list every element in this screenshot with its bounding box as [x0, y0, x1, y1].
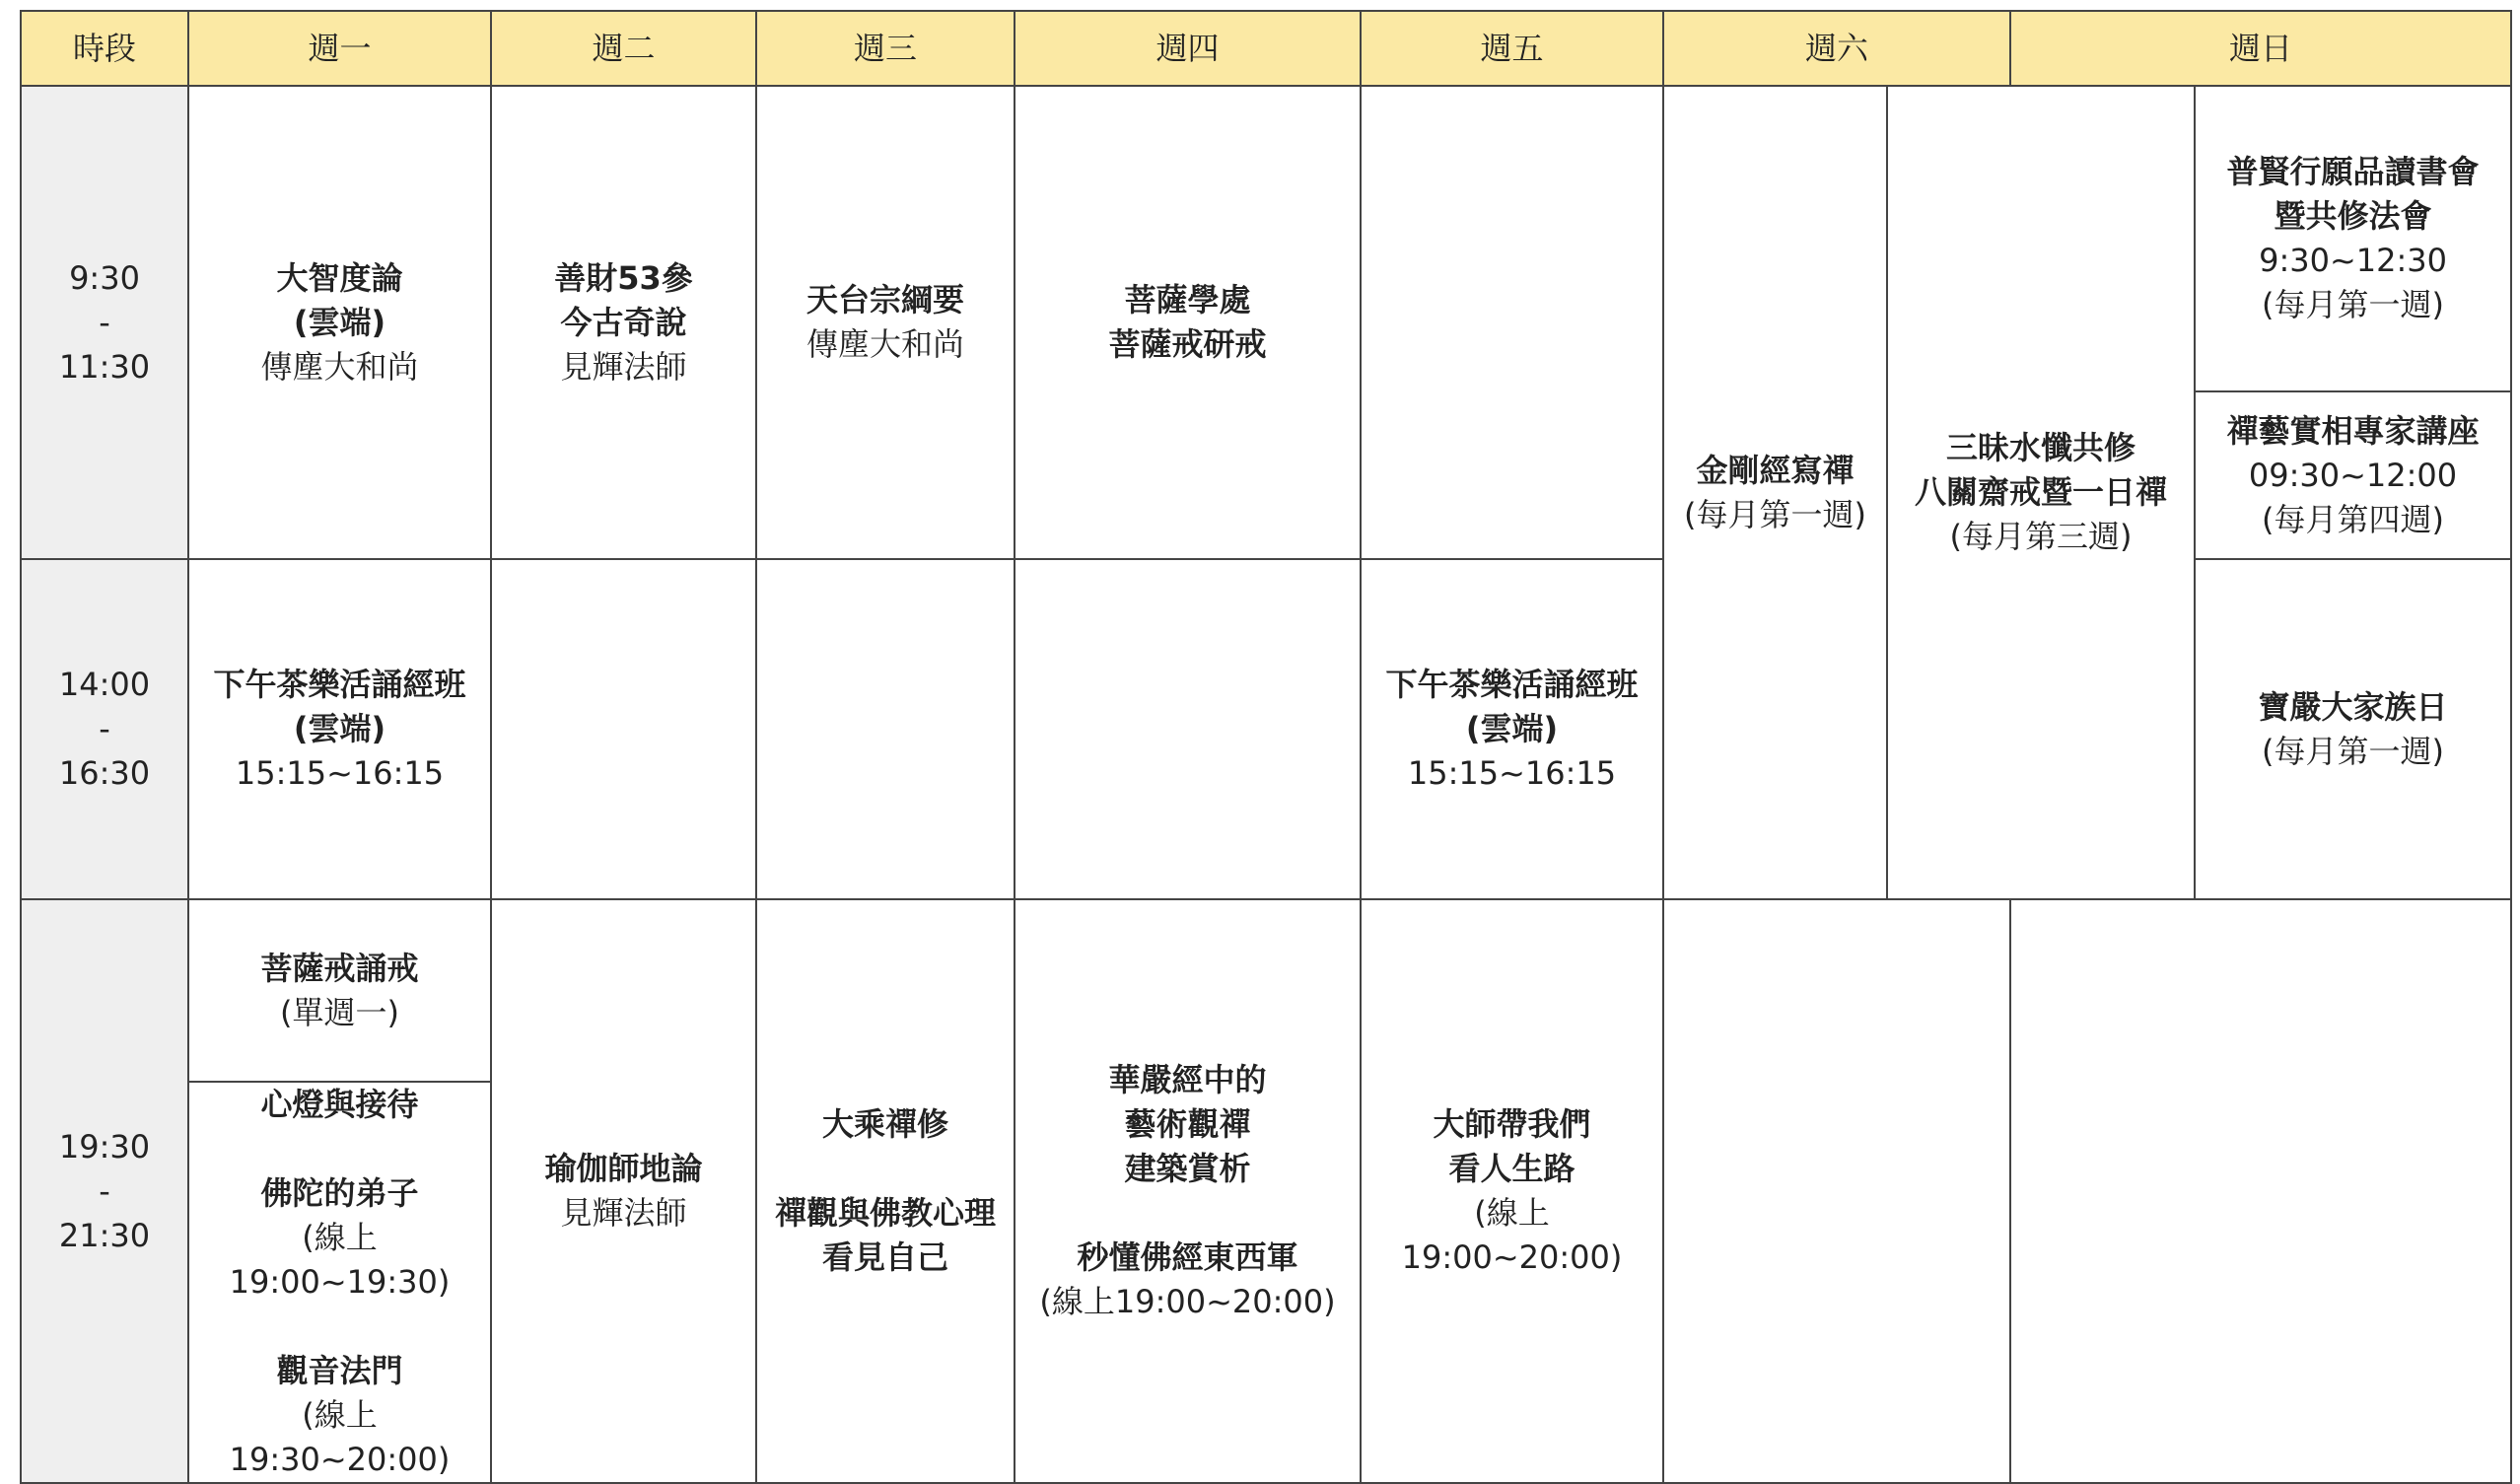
course-title: 三昧水懺共修	[1946, 429, 2136, 466]
cell-mon-morning	[188, 86, 491, 559]
cell-mon-evening-top	[188, 899, 491, 1082]
cell-tue-afternoon	[491, 559, 756, 899]
course-title: 菩薩戒誦戒	[260, 949, 419, 987]
course-title: 禪藝實相專家講座	[2226, 411, 2480, 450]
header-day-mon: 週一	[188, 11, 491, 86]
course-teacher: 見輝法師	[560, 1194, 687, 1232]
cell-fri-evening	[1361, 899, 1663, 1483]
cell-fri-afternoon	[1361, 559, 1663, 899]
course-title: 大師帶我們	[1433, 1105, 1591, 1143]
course-title: 善財53參	[554, 258, 693, 297]
course-time: 09:30~12:00	[2248, 456, 2458, 494]
cell-fri-morning	[1361, 86, 1663, 559]
cell-sun-afternoon	[2195, 559, 2511, 899]
cell-sun-evening	[2010, 899, 2511, 1483]
course-subtitle: 藝術觀禪	[1124, 1105, 1251, 1143]
cell-wed-morning	[756, 86, 1015, 559]
weekly-schedule-table	[20, 10, 2512, 1484]
time-cell-evening	[21, 899, 188, 1483]
spacer	[195, 1305, 484, 1349]
spacer	[763, 1147, 1008, 1191]
header-day-tue: 週二	[491, 11, 756, 86]
schedule-table-wrapper	[20, 10, 2510, 1478]
cell-tue-evening	[491, 899, 756, 1483]
time-start: 19:30	[58, 1127, 151, 1166]
course-title: 觀音法門	[276, 1352, 403, 1389]
cell-wed-afternoon	[756, 559, 1015, 899]
course-title: 秒懂佛經東西軍	[1077, 1238, 1298, 1276]
course-title: 心燈與接待	[260, 1086, 419, 1123]
course-title: 大乘禪修	[821, 1105, 948, 1143]
header-day-sun: 週日	[2010, 11, 2511, 86]
course-subtitle: 看見自己	[821, 1238, 948, 1276]
course-title: 下午茶樂活誦經班	[213, 666, 466, 703]
course-subtitle: 禪觀與佛教心理	[774, 1194, 996, 1232]
course-time: (線上19:00~19:30)	[229, 1219, 451, 1301]
course-teacher: 見輝法師	[560, 347, 687, 386]
header-day-fri: 週五	[1361, 11, 1663, 86]
time-dash: -	[99, 1171, 110, 1210]
cell-wed-evening	[756, 899, 1015, 1483]
cell-thu-evening	[1015, 899, 1361, 1483]
time-start: 14:00	[58, 666, 151, 703]
course-title: 金剛經寫禪	[1696, 451, 1855, 489]
course-title: 瑜伽師地論	[544, 1150, 703, 1187]
course-title: 寶嚴大家族日	[2258, 687, 2448, 726]
course-subtitle: (雲端)	[293, 303, 386, 341]
spacer	[195, 1127, 484, 1171]
course-time: 9:30~12:30	[2259, 242, 2447, 279]
course-time: 15:15~16:15	[235, 754, 445, 792]
morning-row-a	[21, 86, 2511, 391]
course-subtitle: (雲端)	[1465, 710, 1559, 747]
course-subtitle: 建築賞析	[1124, 1150, 1251, 1187]
cell-mon-afternoon	[188, 559, 491, 899]
cell-mon-evening-bottom	[188, 1082, 491, 1483]
time-cell-morning	[21, 86, 188, 559]
course-time: (線上19:30~20:00)	[229, 1396, 451, 1478]
course-note: (每月第一週)	[1684, 495, 1866, 533]
course-time: (線上19:00~20:00)	[1401, 1194, 1623, 1276]
course-title: 華嚴經中的	[1108, 1061, 1267, 1098]
cell-sat-col2	[1887, 86, 2195, 899]
course-time: (線上19:00~20:00)	[1039, 1283, 1336, 1320]
cell-sat-evening	[1663, 899, 2010, 1483]
course-subtitle: 暨共修法會	[2274, 197, 2432, 235]
course-note: (單週一)	[280, 993, 399, 1031]
time-start: 9:30	[69, 258, 140, 297]
course-subtitle: (雲端)	[293, 710, 386, 747]
course-teacher: 傳塵大和尚	[805, 325, 964, 363]
header-period: 時段	[21, 11, 188, 86]
course-note: (每月第三週)	[1949, 518, 2133, 555]
time-dash: -	[99, 710, 110, 747]
course-title: 下午茶樂活誦經班	[1385, 666, 1639, 703]
course-subtitle: 菩薩戒研戒	[1108, 325, 1267, 363]
course-title: 大智度論	[276, 258, 403, 297]
course-title: 普賢行願品讀書會	[2226, 153, 2480, 190]
course-note: (每月第一週)	[2262, 732, 2445, 770]
time-cell-afternoon	[21, 559, 188, 899]
course-subtitle: 看人生路	[1448, 1150, 1575, 1187]
time-dash: -	[99, 303, 110, 341]
header-row	[21, 11, 2511, 86]
cell-thu-morning	[1015, 86, 1361, 559]
cell-thu-afternoon	[1015, 559, 1361, 899]
cell-sun-morning-bottom	[2195, 391, 2511, 559]
time-end: 16:30	[58, 754, 151, 792]
cell-sat-col1	[1663, 86, 1887, 899]
cell-tue-morning	[491, 86, 756, 559]
course-title: 天台宗綱要	[805, 281, 964, 318]
header-day-sat: 週六	[1663, 11, 2010, 86]
course-title: 佛陀的弟子	[260, 1174, 419, 1212]
course-subtitle: 今古奇說	[560, 303, 687, 341]
course-title: 菩薩學處	[1124, 281, 1251, 318]
time-end: 11:30	[58, 347, 151, 386]
course-subtitle: 八關齋戒暨一日禪	[1915, 473, 2168, 511]
header-day-thu: 週四	[1015, 11, 1361, 86]
cell-sun-morning-top	[2195, 86, 2511, 391]
header-day-wed: 週三	[756, 11, 1015, 86]
evening-row-a	[21, 899, 2511, 1082]
spacer	[1021, 1191, 1354, 1236]
course-note: (每月第一週)	[2262, 286, 2445, 323]
time-end: 21:30	[58, 1216, 151, 1254]
course-teacher: 傳塵大和尚	[260, 347, 419, 386]
course-time: 15:15~16:15	[1407, 754, 1617, 792]
course-note: (每月第四週)	[2262, 500, 2445, 538]
